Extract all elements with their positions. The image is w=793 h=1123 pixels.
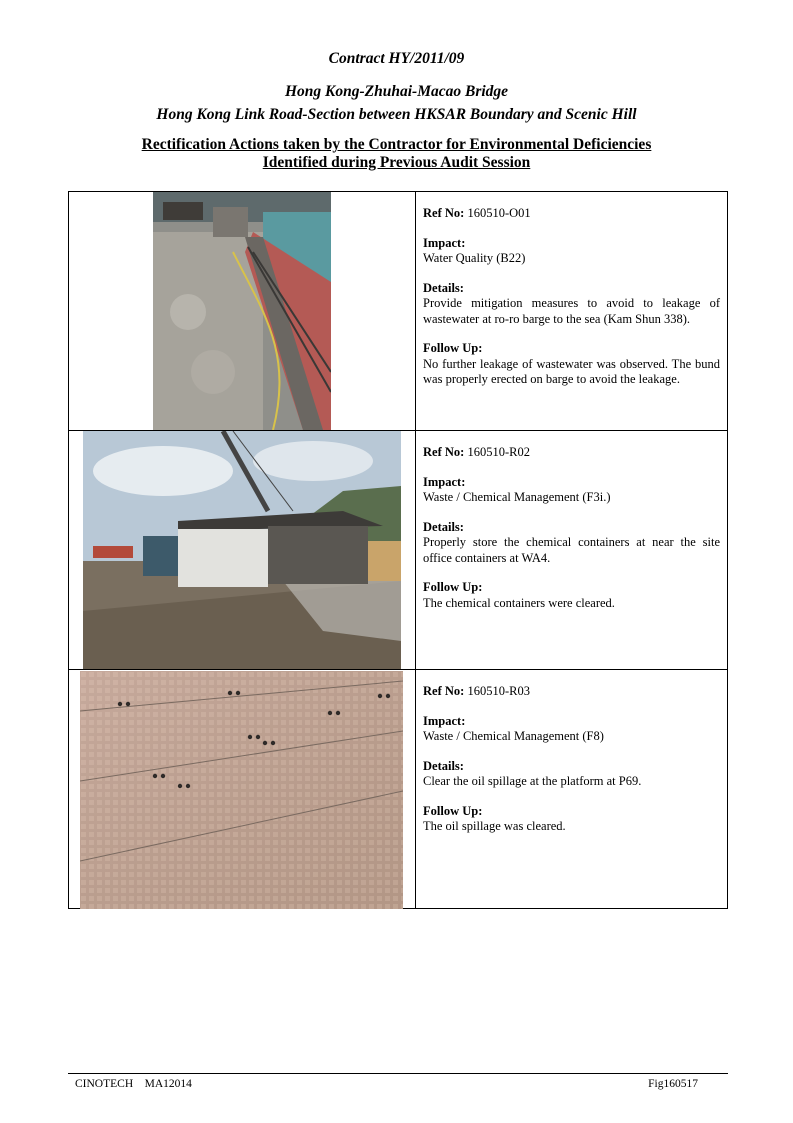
barge-deck-photo (153, 192, 331, 430)
impact-label: Impact: (423, 713, 466, 728)
ref-no-label: Ref No: (423, 206, 465, 220)
footer-figure-number: Fig160517 (648, 1078, 698, 1090)
project-title-line-2: Hong Kong Link Road-Section between HKSAR Boundary and Scenic Hill (156, 106, 637, 123)
photo-cell (69, 670, 416, 909)
table-row (69, 670, 728, 909)
ref-no-label: Ref No: (423, 684, 465, 698)
details-label: Details: (423, 280, 464, 295)
ref-no-label: Ref No: (423, 445, 465, 459)
table-row (69, 192, 728, 431)
project-title-line-1: Hong Kong-Zhuhai-Macao Bridge (284, 83, 509, 100)
details-value: Clear the oil spillage at the platform at P69. (423, 774, 642, 788)
follow-up-label: Follow Up: (423, 580, 483, 594)
photo-cell (69, 431, 416, 670)
document-title-line-1: Rectification Actions taken by the Contractor for Environmental Deficiencies (141, 136, 652, 153)
document-title-line-2: Identified during Previous Audit Session (262, 154, 531, 171)
follow-up-value: No further leakage of wastewater was observed. The bund was properly erected on barge to avoid the leakage. (423, 356, 720, 386)
impact-label: Impact: (423, 235, 466, 250)
contract-number: Contract HY/2011/09 (328, 50, 465, 67)
info-cell (416, 192, 728, 431)
follow-up-value: The chemical containers were cleared. (423, 595, 615, 610)
details-value: Properly store the chemical containers at near the site office containers at WA4. (423, 535, 720, 565)
footer-divider (68, 1073, 728, 1074)
impact-value: Water Quality (B22) (423, 251, 526, 265)
steel-platform-photo (80, 671, 403, 909)
impact-label: Impact: (423, 474, 466, 489)
table-row (69, 431, 728, 670)
ref-no-value: 160510-O01 (467, 206, 531, 220)
impact-value: Waste / Chemical Management (F8) (423, 729, 604, 743)
follow-up-label: Follow Up: (423, 803, 483, 818)
footer-left-text: CINOTECH MA12014 (75, 1078, 192, 1090)
info-cell (416, 431, 728, 670)
photo-cell (69, 192, 416, 431)
follow-up-value: The oil spillage was cleared. (423, 819, 566, 833)
site-office-crane-photo (83, 431, 401, 669)
ref-no-value: 160510-R02 (467, 445, 530, 459)
details-label: Details: (423, 519, 464, 534)
follow-up-label: Follow Up: (423, 341, 483, 355)
info-cell (416, 670, 728, 909)
rectification-table (68, 191, 728, 909)
impact-value: Waste / Chemical Management (F3i.) (423, 490, 611, 504)
details-value: Provide mitigation measures to avoid to leakage of wastewater at ro-ro barge to the sea (Kam Shun 338). (423, 296, 720, 326)
ref-no-value: 160510-R03 (467, 684, 530, 698)
details-label: Details: (423, 758, 464, 773)
